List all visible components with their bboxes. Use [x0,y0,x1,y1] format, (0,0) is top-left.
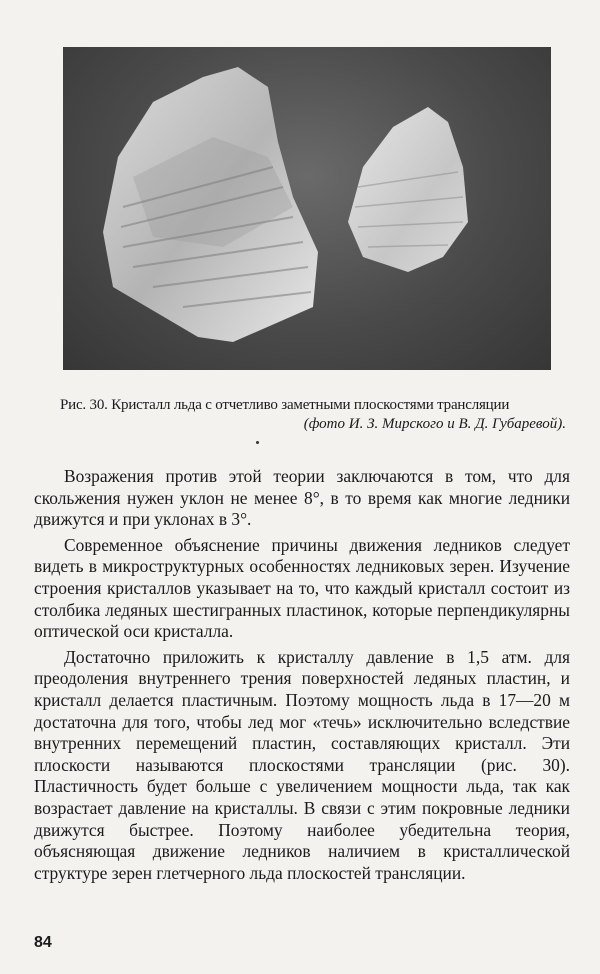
body-text [34,466,570,888]
paragraph: Достаточно приложить к кристаллу давление в 1,5 атм. для преодоления внутреннего трения поверхностей ледяных пластин, и кристалл делается пластичным. Поэтому мощность льда в 17—20 м достаточна для того, чтобы лед мог «течь» исключительно вследствие внутренних перемещений пластин, составляющих кристалл. Эти плоскости называются плоскостями трансляции (рис. 30). Пластичность будет больше с увеличением мощности льда, так как возрастает давление на кристаллы. В связи с этим покровные ледники движутся быстрее. Поэтому наиболее убедительна теория, объясняющая движение ледников наличием в кристаллической структуре зерен глетчерного льда плоскостей трансляции. [34,646,570,883]
print-speck [256,441,259,444]
caption-line-1: Рис. 30. Кристалл льда с отчетливо заметными плоскостями трансляции [60,397,510,413]
paragraph: Возражения против этой теории заключаются в том, что для скольжения нужен уклон не менее 8°, в то время как многие ледники движутся и при уклонах в 3°. [34,466,570,530]
ice-crystal-illustration [63,47,551,370]
caption-line-2: (фото И. З. Мирского и В. Д. Губаревой). [303,416,566,432]
ice-crystal-photo [63,47,551,370]
paragraph: Современное объяснение причины движения ледников следует видеть в микроструктурных особенностях ледниковых зерен. Изучение строения кристаллов указывает на то, что каждый кристалл состоит из столбика ледяных шестигранных пластинок, которые перпендикулярны оптической оси кристалла. [34,534,570,642]
page-number: 84 [34,934,52,951]
figure-caption [60,396,580,434]
